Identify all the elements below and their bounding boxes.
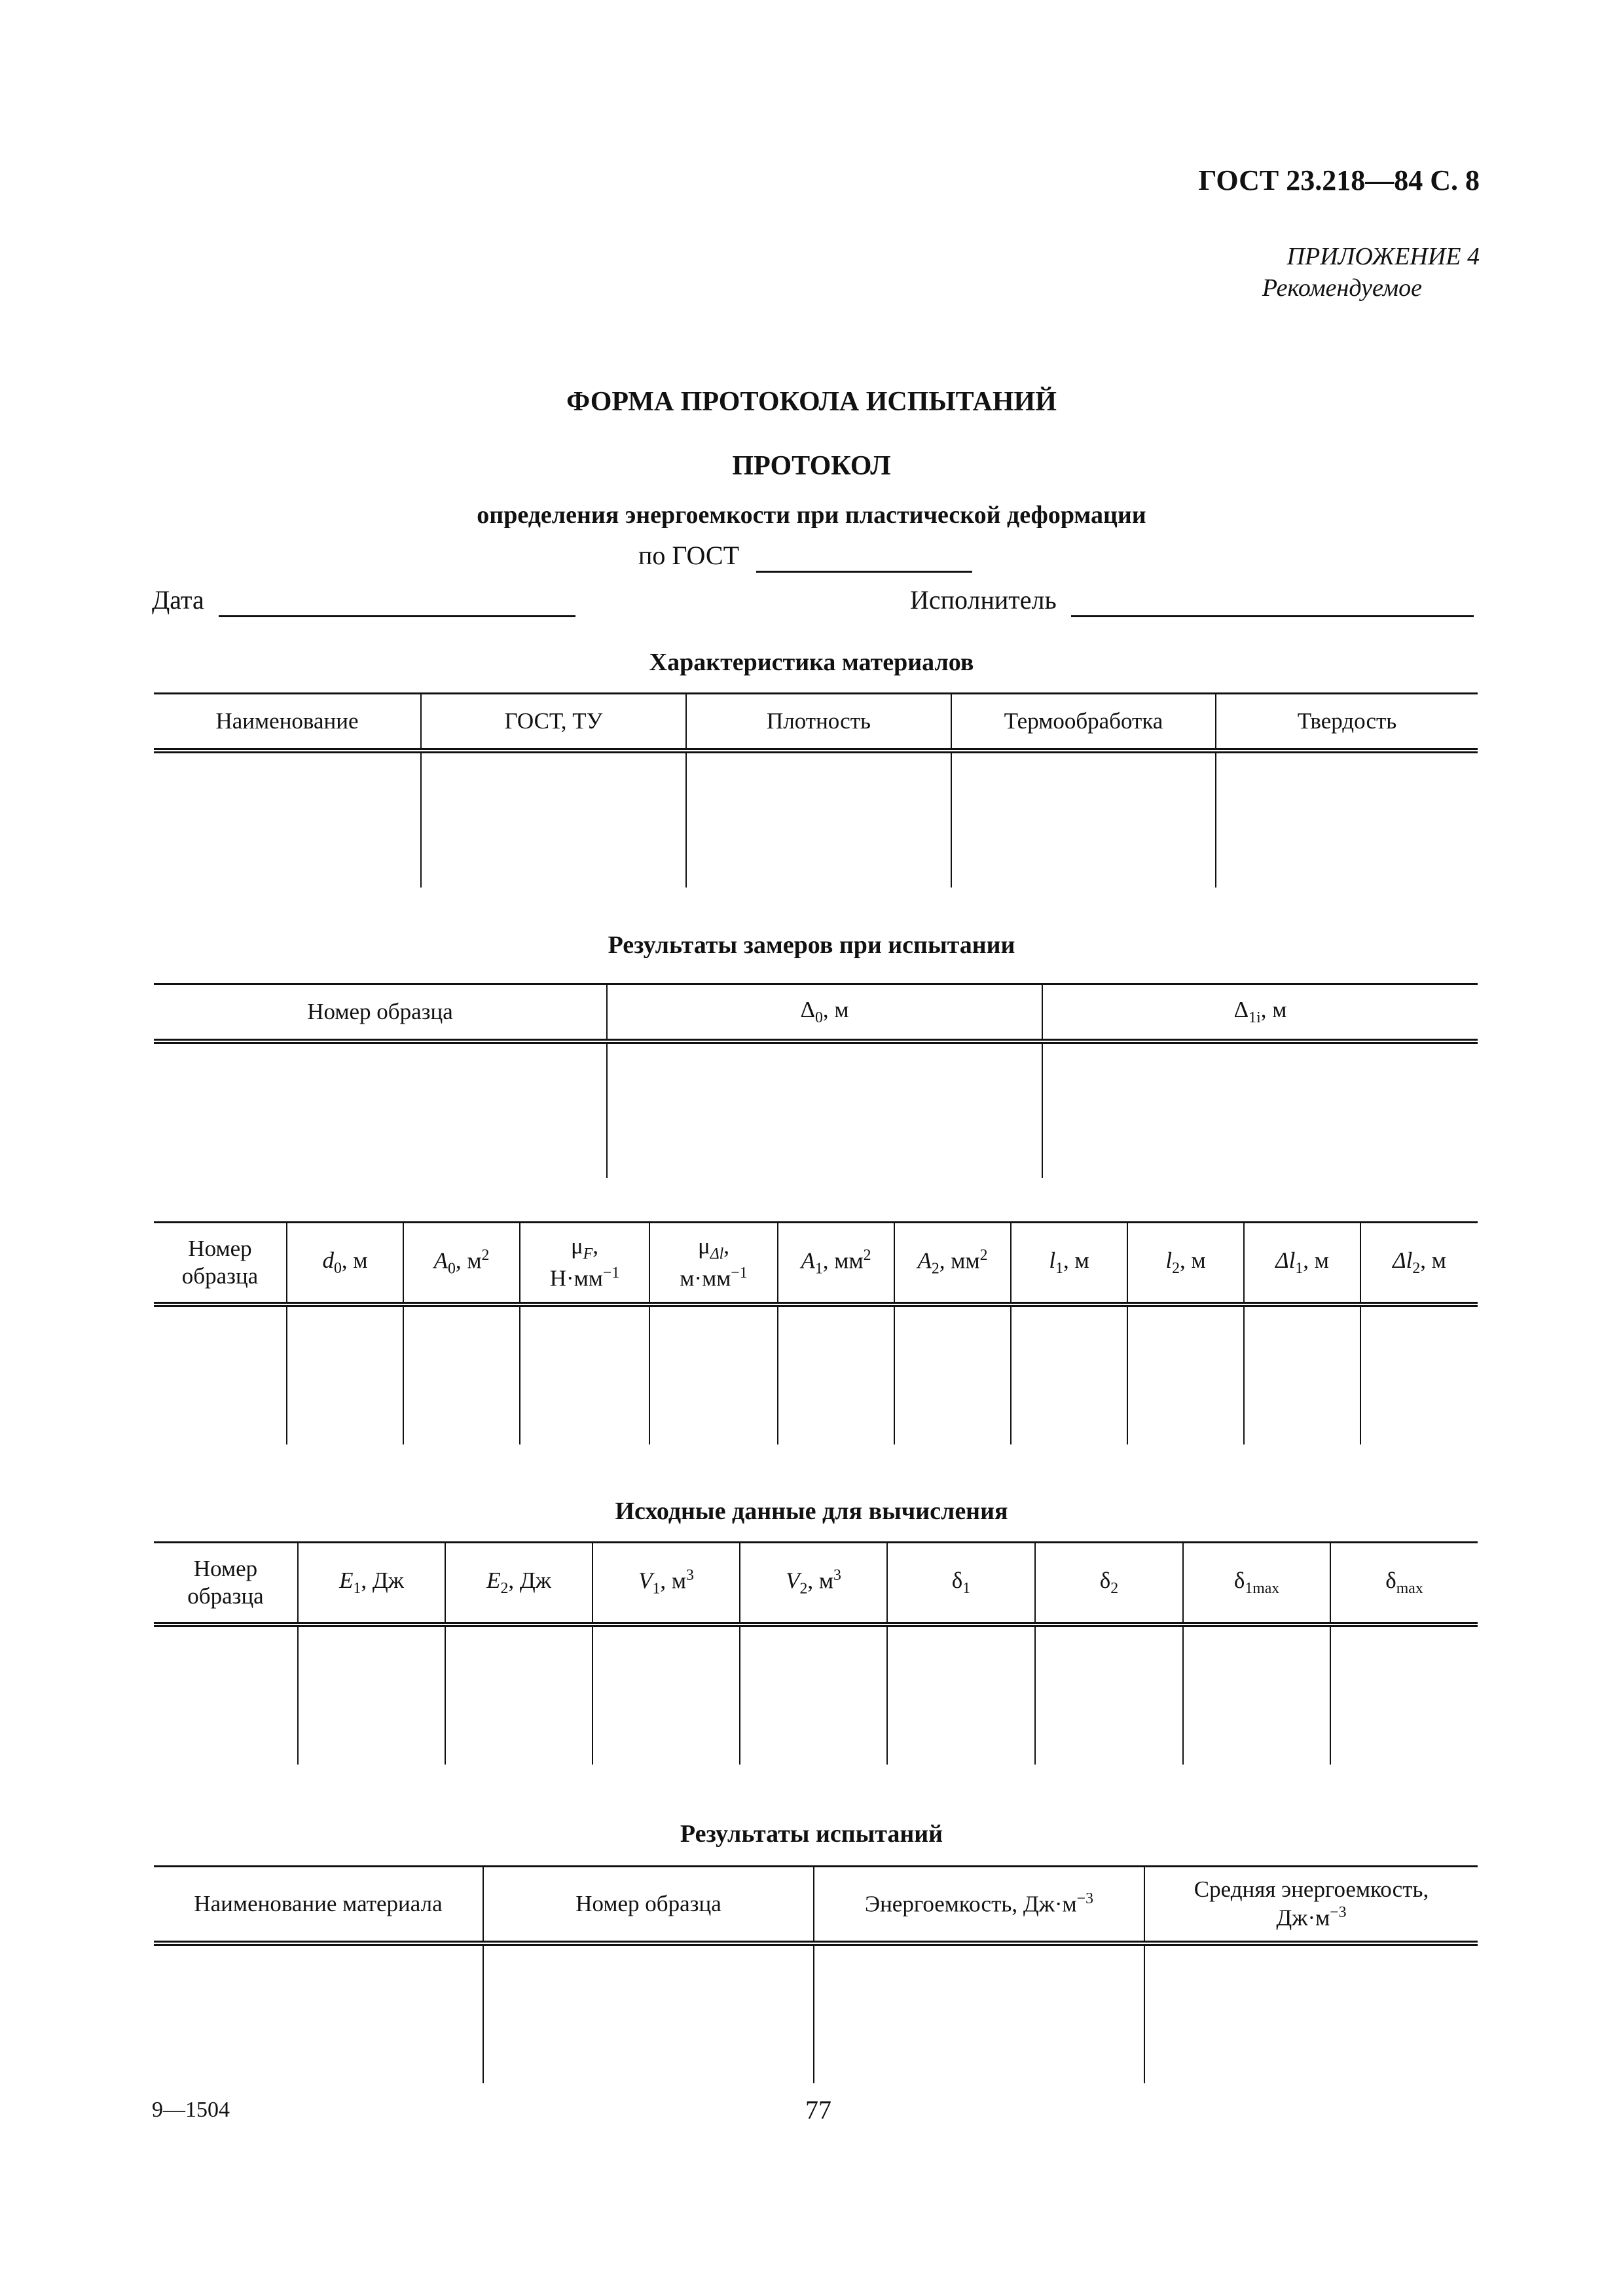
executor-blank-field[interactable]: [1071, 584, 1474, 617]
table-cell[interactable]: [740, 1624, 887, 1765]
table-cell[interactable]: [287, 1304, 403, 1444]
header-A1: $A_1$, $мм^2$: [778, 1223, 894, 1305]
table-row: [154, 751, 1478, 888]
recommended-label: Рекомендуемое: [1262, 274, 1422, 302]
standard-page-header: ГОСТ 23.218—84 С. 8: [1198, 164, 1480, 196]
table-cell[interactable]: [154, 1304, 287, 1444]
gost-reference-line: [638, 540, 972, 573]
table-cell[interactable]: [607, 1041, 1042, 1178]
header-sample-number: Номер образца: [154, 1543, 298, 1625]
table-cell[interactable]: [649, 1304, 778, 1444]
header-heat-treatment: Термообработка: [951, 694, 1216, 751]
table-cell[interactable]: [483, 1943, 814, 2083]
table-cell[interactable]: [1244, 1304, 1360, 1444]
table-cell[interactable]: [154, 1943, 483, 2083]
gost-blank-field[interactable]: [756, 540, 972, 573]
table-cell[interactable]: [403, 1304, 520, 1444]
header-delta2: $\delta_2$: [1035, 1543, 1183, 1625]
table-cell[interactable]: [778, 1304, 894, 1444]
appendix-label: ПРИЛОЖЕНИЕ 4: [1286, 243, 1480, 270]
table-row: [154, 1304, 1478, 1444]
header-delta1: $\delta_1$: [887, 1543, 1035, 1625]
header-sample-number: Номер образца: [154, 1223, 287, 1305]
executor-label: Исполнитель: [910, 585, 1057, 615]
measurements-table: [154, 983, 1478, 1178]
table-cell[interactable]: [1035, 1624, 1183, 1765]
header-l1: $l_1$, м: [1011, 1223, 1127, 1305]
header-d0: $d_0$, м: [287, 1223, 403, 1305]
results-section-title: Результаты испытаний: [680, 1820, 943, 1848]
header-A0: $A_0$, $м^2$: [403, 1223, 520, 1305]
table-row: [154, 1943, 1478, 2083]
table-cell[interactable]: [1011, 1304, 1127, 1444]
geometry-table: [154, 1221, 1478, 1444]
table-cell[interactable]: [951, 751, 1216, 888]
table-cell[interactable]: [894, 1304, 1011, 1444]
form-title: ФОРМА ПРОТОКОЛА ИСПЫТАНИЙ: [566, 387, 1057, 417]
materials-section-title: Характеристика материалов: [649, 649, 974, 676]
header-delta-0: $\Delta_0$, м: [607, 984, 1042, 1042]
header-mu-delta-l: $\mu_{\Delta l}$, $м\cdot мм^{-1}$: [649, 1223, 778, 1305]
header-delta-1i: $\Delta_{1i}$, м: [1042, 984, 1478, 1042]
materials-table: [154, 692, 1478, 888]
table-cell[interactable]: [445, 1624, 593, 1765]
table-cell[interactable]: [593, 1624, 740, 1765]
header-V2: $V_2$, $м^3$: [740, 1543, 887, 1625]
table-cell[interactable]: [1144, 1943, 1478, 2083]
header-deltamax: $\delta_{max}$: [1330, 1543, 1478, 1625]
header-mean-energy-capacity: Средняя энергоемкость, $Дж\cdot м^{-3}$: [1144, 1867, 1478, 1944]
header-name: Наименование: [154, 694, 421, 751]
date-blank-field[interactable]: [219, 584, 575, 617]
protocol-subject: определения энергоемкости при пластической деформации: [477, 501, 1146, 529]
date-label: Дата: [152, 585, 204, 615]
table-row: [154, 1624, 1478, 1765]
header-hardness: Твердость: [1216, 694, 1478, 751]
header-sample-number: Номер образца: [154, 984, 607, 1042]
header-delta-l2: $\Delta l_2$, м: [1360, 1223, 1478, 1305]
table-cell[interactable]: [154, 1041, 607, 1178]
executor-line: [910, 584, 1474, 617]
header-E2: $E_2$, Дж: [445, 1543, 593, 1625]
table-cell[interactable]: [1330, 1624, 1478, 1765]
table-cell[interactable]: [887, 1624, 1035, 1765]
date-line: [152, 584, 575, 617]
table-cell[interactable]: [1360, 1304, 1478, 1444]
header-delta-l1: $\Delta l_1$, м: [1244, 1223, 1360, 1305]
table-cell[interactable]: [154, 751, 421, 888]
header-energy-capacity: Энергоемкость, $Дж\cdot м^{-3}$: [814, 1867, 1144, 1944]
header-material-name: Наименование материала: [154, 1867, 483, 1944]
table-cell[interactable]: [154, 1624, 298, 1765]
gost-label: по ГОСТ: [638, 541, 740, 570]
header-delta1max: $\delta_{1max}$: [1183, 1543, 1330, 1625]
table-cell[interactable]: [298, 1624, 445, 1765]
table-cell[interactable]: [814, 1943, 1144, 2083]
header-sample-number: Номер образца: [483, 1867, 814, 1944]
table-cell[interactable]: [1042, 1041, 1478, 1178]
header-density: Плотность: [686, 694, 951, 751]
measurements-section-title: Результаты замеров при испытании: [608, 931, 1015, 959]
input-data-section-title: Исходные данные для вычисления: [615, 1498, 1008, 1525]
header-A2: $A_2$, $мм^2$: [894, 1223, 1011, 1305]
table-cell[interactable]: [1183, 1624, 1330, 1765]
header-V1: $V_1$, $м^3$: [593, 1543, 740, 1625]
results-table: [154, 1865, 1478, 2083]
table-cell[interactable]: [686, 751, 951, 888]
table-row: [154, 1041, 1478, 1178]
header-l2: $l_2$, м: [1127, 1223, 1244, 1305]
table-cell[interactable]: [520, 1304, 649, 1444]
header-E1: $E_1$, Дж: [298, 1543, 445, 1625]
header-gost-tu: ГОСТ, ТУ: [421, 694, 686, 751]
page-number: 77: [805, 2095, 831, 2125]
print-code: 9—1504: [152, 2098, 230, 2122]
protocol-title: ПРОТОКОЛ: [732, 451, 891, 481]
table-cell[interactable]: [1127, 1304, 1244, 1444]
input-data-table: [154, 1541, 1478, 1765]
table-cell[interactable]: [1216, 751, 1478, 888]
table-cell[interactable]: [421, 751, 686, 888]
header-mu-F: $\mu_F$, $Н\cdot мм^{-1}$: [520, 1223, 649, 1305]
